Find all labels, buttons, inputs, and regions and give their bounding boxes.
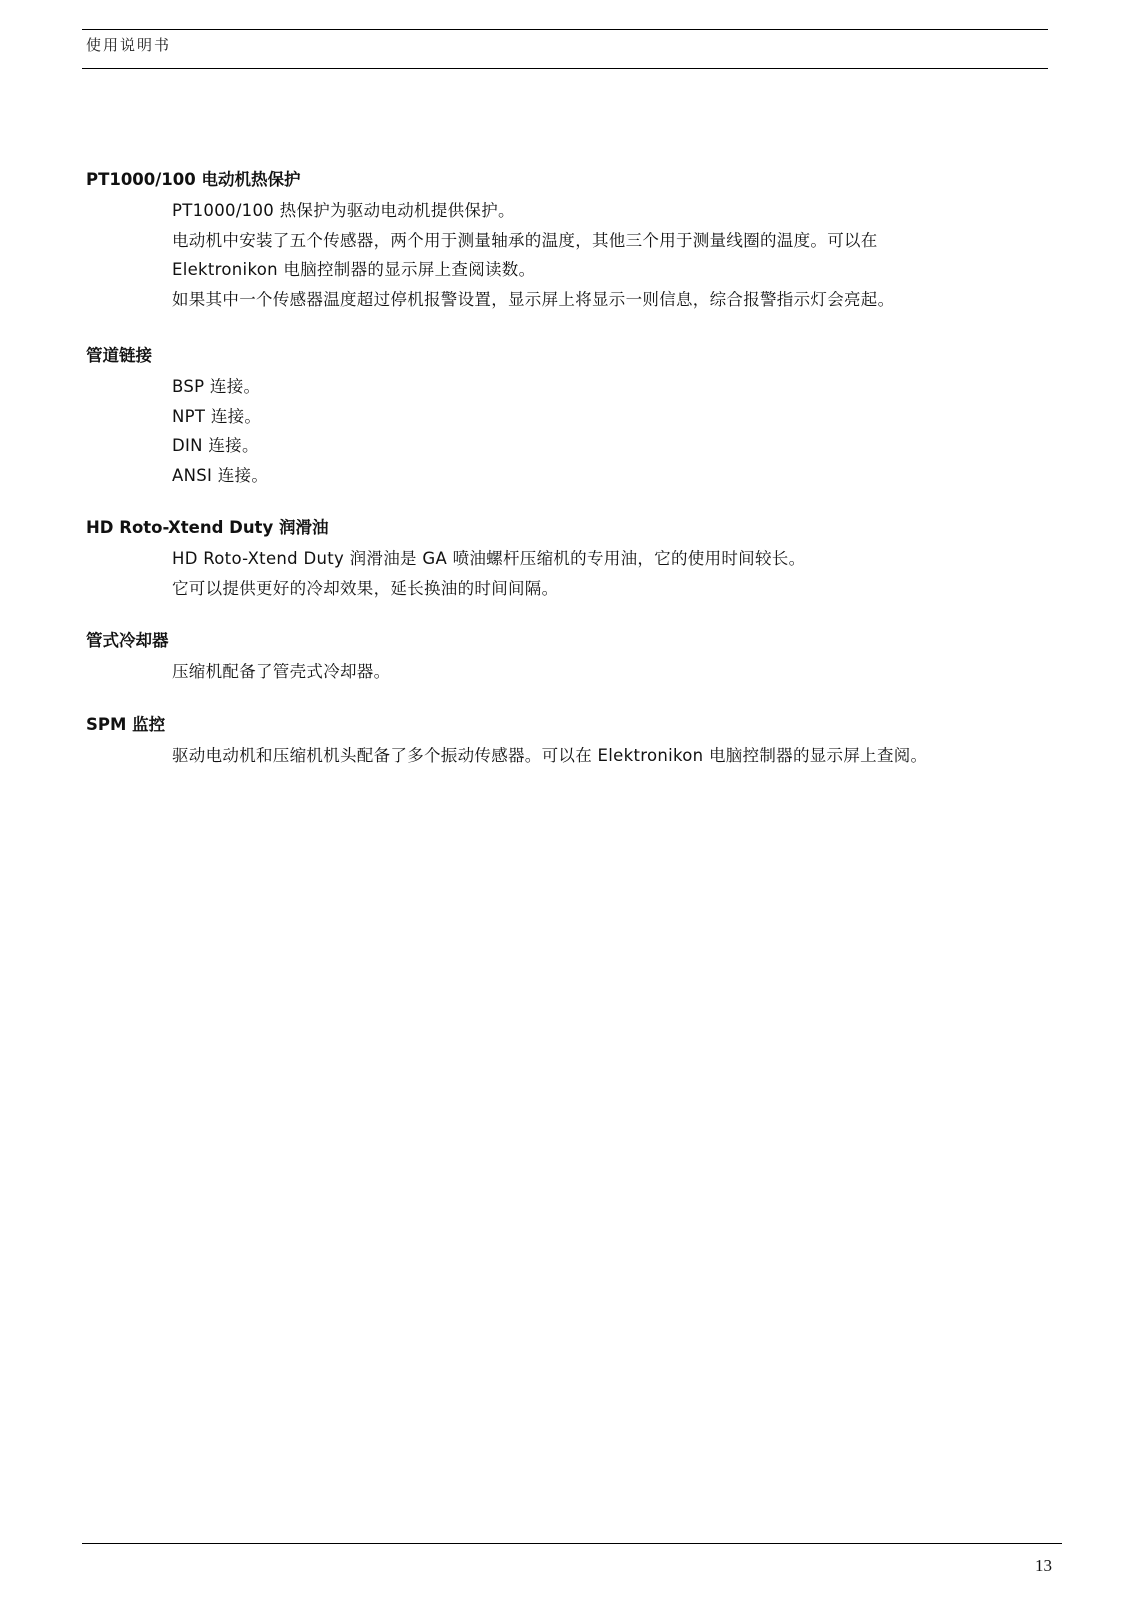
section-title: PT1000/100 电动机热保护 bbox=[86, 170, 301, 189]
section-hd-roto-xtend-oil bbox=[86, 516, 966, 603]
list-item: NPT 连接。 bbox=[172, 406, 262, 426]
section-gap bbox=[86, 314, 966, 344]
list-item: BSP 连接。 bbox=[172, 377, 261, 396]
section-gap bbox=[86, 490, 966, 516]
section-spm-monitoring bbox=[86, 713, 966, 771]
paragraph: 如果其中一个传感器温度超过停机报警设置，显示屏上将显示一则信息，综合报警指示灯会亮起。 bbox=[172, 289, 895, 309]
paragraph: 电动机中安装了五个传感器，两个用于测量轴承的温度，其他三个用于测量线圈的温度。可以在 Elektronikon 电脑控制器的显示屏上查阅读数。 bbox=[172, 230, 878, 279]
section-gap bbox=[86, 687, 966, 713]
paragraph: 它可以提供更好的冷却效果，延长换油的时间间隔。 bbox=[172, 578, 559, 598]
document-header-title: 使用说明书 bbox=[86, 36, 172, 54]
page-number: 13 bbox=[1035, 1556, 1052, 1575]
paragraph: 驱动电动机和压缩机机头配备了多个振动传感器。可以在 Elektronikon 电脑控制器的显示屏上查阅。 bbox=[172, 745, 928, 765]
section-title: 管道链接 bbox=[86, 346, 152, 365]
header-rule-bottom bbox=[82, 68, 1048, 69]
list-item: DIN 连接。 bbox=[172, 436, 259, 455]
section-gap bbox=[86, 603, 966, 629]
section-title: 管式冷却器 bbox=[86, 631, 169, 650]
section-title: HD Roto-Xtend Duty 润滑油 bbox=[86, 518, 329, 537]
list-item: ANSI 连接。 bbox=[172, 465, 269, 485]
section-pt1000-thermal-protection bbox=[86, 168, 966, 314]
page-content bbox=[86, 168, 966, 770]
paragraph: PT1000/100 热保护为驱动电动机提供保护。 bbox=[172, 201, 515, 220]
paragraph: 压缩机配备了管壳式冷却器。 bbox=[172, 662, 391, 681]
section-pipe-connections bbox=[86, 344, 966, 490]
footer-rule bbox=[82, 1543, 1062, 1544]
section-tube-cooler bbox=[86, 629, 966, 687]
section-title: SPM 监控 bbox=[86, 714, 166, 734]
paragraph: HD Roto-Xtend Duty 润滑油是 GA 喷油螺杆压缩机的专用油，它的使用时间较长。 bbox=[172, 549, 806, 568]
header-rule-top bbox=[82, 29, 1048, 30]
